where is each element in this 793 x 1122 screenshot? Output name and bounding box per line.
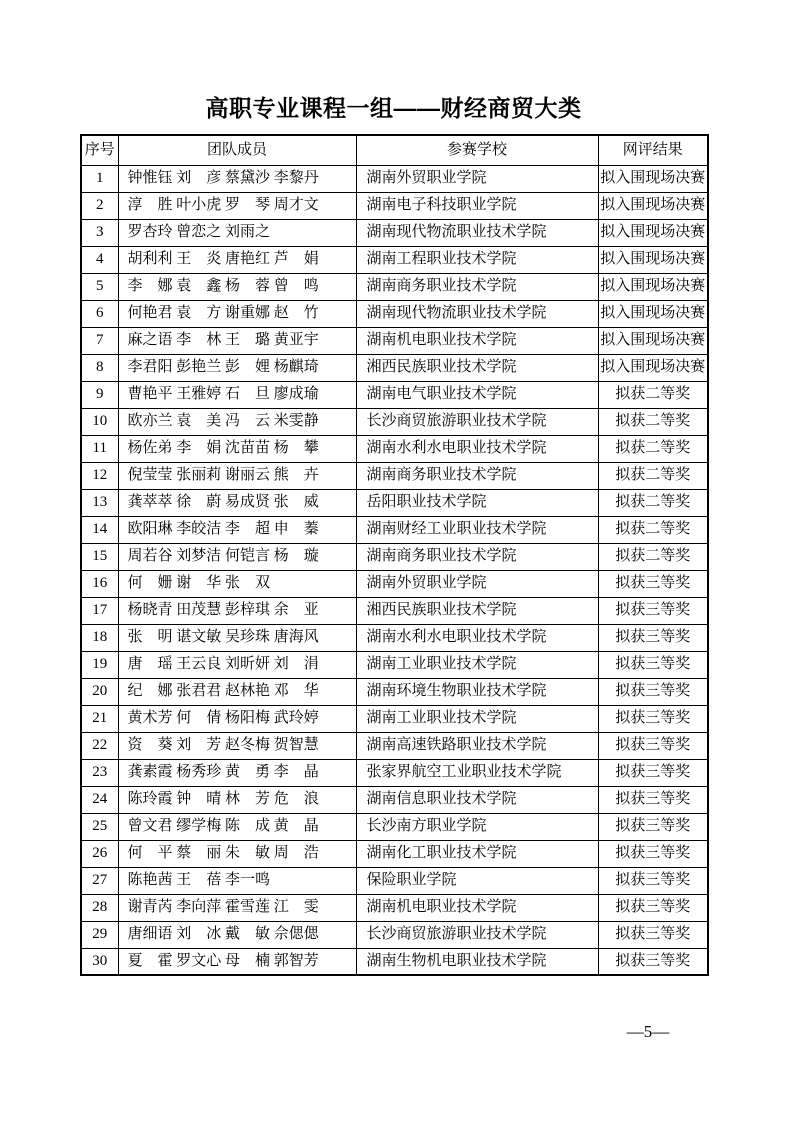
cell-no: 5 <box>81 273 118 300</box>
cell-no: 16 <box>81 570 118 597</box>
cell-result: 拟入围现场决赛 <box>598 273 708 300</box>
cell-no: 21 <box>81 705 118 732</box>
table-row <box>81 813 708 840</box>
cell-members: 夏 霍 罗文心 母 楠 郭智芳 <box>118 948 356 975</box>
cell-school: 湖南水利水电职业技术学院 <box>356 624 598 651</box>
cell-school: 湖南机电职业技术学院 <box>356 894 598 921</box>
cell-no: 18 <box>81 624 118 651</box>
header-members: 团队成员 <box>118 135 356 165</box>
cell-members: 杨晓青 田茂慧 彭梓琪 余 亚 <box>118 597 356 624</box>
cell-members: 钟惟钰 刘 彦 蔡黛沙 李黎丹 <box>118 165 356 192</box>
cell-no: 11 <box>81 435 118 462</box>
cell-members: 李 娜 袁 鑫 杨 蓉 曾 鸣 <box>118 273 356 300</box>
cell-result: 拟入围现场决赛 <box>598 192 708 219</box>
cell-school: 张家界航空工业职业技术学院 <box>356 759 598 786</box>
cell-no: 4 <box>81 246 118 273</box>
cell-no: 29 <box>81 921 118 948</box>
cell-school: 湖南电气职业技术学院 <box>356 381 598 408</box>
table-row <box>81 732 708 759</box>
cell-school: 湖南财经工业职业技术学院 <box>356 516 598 543</box>
cell-members: 李君阳 彭艳兰 彭 娌 杨麒琦 <box>118 354 356 381</box>
cell-members: 淳 胜 叶小虎 罗 琴 周才文 <box>118 192 356 219</box>
cell-members: 胡利利 王 炎 唐艳红 芦 娟 <box>118 246 356 273</box>
cell-result: 拟获三等奖 <box>598 921 708 948</box>
cell-members: 倪莹莹 张丽莉 谢丽云 熊 卉 <box>118 462 356 489</box>
table-row <box>81 597 708 624</box>
cell-result: 拟获三等奖 <box>598 732 708 759</box>
cell-school: 湖南生物机电职业技术学院 <box>356 948 598 975</box>
cell-school: 湖南外贸职业学院 <box>356 165 598 192</box>
cell-result: 拟获三等奖 <box>598 813 708 840</box>
cell-result: 拟获三等奖 <box>598 678 708 705</box>
cell-result: 拟获三等奖 <box>598 894 708 921</box>
cell-result: 拟获三等奖 <box>598 570 708 597</box>
cell-result: 拟获三等奖 <box>598 867 708 894</box>
cell-school: 湖南商务职业技术学院 <box>356 273 598 300</box>
cell-members: 陈玲霞 钟 晴 林 芳 危 浪 <box>118 786 356 813</box>
cell-school: 湖南现代物流职业技术学院 <box>356 219 598 246</box>
cell-no: 13 <box>81 489 118 516</box>
cell-no: 24 <box>81 786 118 813</box>
table-row <box>81 840 708 867</box>
table-row <box>81 948 708 975</box>
cell-school: 湖南电子科技职业学院 <box>356 192 598 219</box>
cell-no: 26 <box>81 840 118 867</box>
cell-members: 谢青芮 李向萍 霍雪莲 江 雯 <box>118 894 356 921</box>
cell-result: 拟获三等奖 <box>598 840 708 867</box>
cell-no: 17 <box>81 597 118 624</box>
cell-result: 拟入围现场决赛 <box>598 165 708 192</box>
cell-members: 罗杏玲 曾恋之 刘雨之 <box>118 219 356 246</box>
table-row <box>81 354 708 381</box>
table-row <box>81 489 708 516</box>
cell-school: 湖南商务职业技术学院 <box>356 462 598 489</box>
cell-members: 唐 瑶 王云良 刘昕妍 刘 涓 <box>118 651 356 678</box>
cell-no: 28 <box>81 894 118 921</box>
cell-no: 30 <box>81 948 118 975</box>
cell-result: 拟入围现场决赛 <box>598 354 708 381</box>
table-row <box>81 381 708 408</box>
cell-no: 3 <box>81 219 118 246</box>
cell-members: 欧阳琳 李皎洁 李 超 申 蓁 <box>118 516 356 543</box>
page-number: —5— <box>626 1022 670 1041</box>
cell-no: 1 <box>81 165 118 192</box>
cell-no: 7 <box>81 327 118 354</box>
cell-school: 湘西民族职业技术学院 <box>356 354 598 381</box>
header-row <box>81 135 708 165</box>
cell-result: 拟入围现场决赛 <box>598 246 708 273</box>
cell-no: 8 <box>81 354 118 381</box>
cell-result: 拟获二等奖 <box>598 435 708 462</box>
cell-members: 唐细语 刘 冰 戴 敏 佘偲偲 <box>118 921 356 948</box>
cell-no: 2 <box>81 192 118 219</box>
table-row <box>81 516 708 543</box>
cell-result: 拟入围现场决赛 <box>598 219 708 246</box>
cell-school: 湖南水利水电职业技术学院 <box>356 435 598 462</box>
cell-no: 25 <box>81 813 118 840</box>
cell-members: 曾文君 缪学梅 陈 成 黄 晶 <box>118 813 356 840</box>
page-title: 高职专业课程一组——财经商贸大类 <box>205 95 582 121</box>
cell-school: 湖南工业职业技术学院 <box>356 705 598 732</box>
table-row <box>81 651 708 678</box>
table-row <box>81 192 708 219</box>
cell-school: 湖南现代物流职业技术学院 <box>356 300 598 327</box>
cell-result: 拟获三等奖 <box>598 759 708 786</box>
table-row <box>81 759 708 786</box>
table-row <box>81 435 708 462</box>
cell-no: 22 <box>81 732 118 759</box>
cell-school: 保险职业学院 <box>356 867 598 894</box>
cell-result: 拟获二等奖 <box>598 489 708 516</box>
cell-members: 曹艳平 王雅婷 石 旦 廖成瑜 <box>118 381 356 408</box>
cell-school: 长沙商贸旅游职业技术学院 <box>356 408 598 435</box>
table-row <box>81 543 708 570</box>
cell-result: 拟获二等奖 <box>598 381 708 408</box>
table-row <box>81 462 708 489</box>
table-row <box>81 246 708 273</box>
cell-members: 陈艳茜 王 蓓 李一鸣 <box>118 867 356 894</box>
table-row <box>81 273 708 300</box>
cell-members: 资 葵 刘 芳 赵冬梅 贺智慧 <box>118 732 356 759</box>
cell-no: 20 <box>81 678 118 705</box>
cell-result: 拟获三等奖 <box>598 948 708 975</box>
cell-school: 湖南化工职业技术学院 <box>356 840 598 867</box>
cell-result: 拟获二等奖 <box>598 462 708 489</box>
cell-result: 拟获三等奖 <box>598 786 708 813</box>
cell-result: 拟获二等奖 <box>598 408 708 435</box>
cell-no: 12 <box>81 462 118 489</box>
cell-school: 湖南高速铁路职业技术学院 <box>356 732 598 759</box>
cell-members: 欧亦兰 袁 美 冯 云 米雯静 <box>118 408 356 435</box>
cell-school: 湖南工程职业技术学院 <box>356 246 598 273</box>
table-row <box>81 867 708 894</box>
cell-school: 湖南工业职业技术学院 <box>356 651 598 678</box>
cell-members: 龚萃萃 徐 蔚 易成贤 张 威 <box>118 489 356 516</box>
cell-no: 19 <box>81 651 118 678</box>
table-row <box>81 570 708 597</box>
cell-result: 拟获三等奖 <box>598 624 708 651</box>
cell-members: 黄术芳 何 倩 杨阳梅 武玲婷 <box>118 705 356 732</box>
cell-school: 湖南外贸职业学院 <box>356 570 598 597</box>
cell-no: 9 <box>81 381 118 408</box>
cell-school: 湖南环境生物职业技术学院 <box>356 678 598 705</box>
cell-no: 15 <box>81 543 118 570</box>
table-row <box>81 678 708 705</box>
cell-members: 何 姗 谢 华 张 双 <box>118 570 356 597</box>
cell-members: 龚素霞 杨秀珍 黄 勇 李 晶 <box>118 759 356 786</box>
cell-no: 6 <box>81 300 118 327</box>
cell-school: 湖南机电职业技术学院 <box>356 327 598 354</box>
cell-result: 拟获二等奖 <box>598 516 708 543</box>
cell-result: 拟入围现场决赛 <box>598 327 708 354</box>
cell-members: 周若谷 刘梦洁 何铠言 杨 璇 <box>118 543 356 570</box>
cell-result: 拟获三等奖 <box>598 651 708 678</box>
table-row <box>81 327 708 354</box>
cell-no: 10 <box>81 408 118 435</box>
cell-members: 何 平 蔡 丽 朱 敏 周 浩 <box>118 840 356 867</box>
table-row <box>81 624 708 651</box>
header-no: 序号 <box>81 135 118 165</box>
cell-school: 湖南商务职业技术学院 <box>356 543 598 570</box>
table-row <box>81 786 708 813</box>
cell-no: 27 <box>81 867 118 894</box>
table-row <box>81 894 708 921</box>
cell-members: 何艳君 袁 方 谢重娜 赵 竹 <box>118 300 356 327</box>
header-result: 网评结果 <box>598 135 708 165</box>
cell-result: 拟获二等奖 <box>598 543 708 570</box>
header-school: 参赛学校 <box>356 135 598 165</box>
table-row <box>81 219 708 246</box>
cell-school: 长沙商贸旅游职业技术学院 <box>356 921 598 948</box>
cell-school: 长沙南方职业学院 <box>356 813 598 840</box>
table-row <box>81 408 708 435</box>
cell-school: 湘西民族职业技术学院 <box>356 597 598 624</box>
cell-result: 拟获三等奖 <box>598 705 708 732</box>
table-body <box>81 165 708 975</box>
table-header <box>81 135 708 165</box>
table-row <box>81 705 708 732</box>
table-row <box>81 921 708 948</box>
cell-members: 杨佐弟 李 娟 沈苗苗 杨 攀 <box>118 435 356 462</box>
table-row <box>81 300 708 327</box>
cell-school: 湖南信息职业技术学院 <box>356 786 598 813</box>
cell-school: 岳阳职业技术学院 <box>356 489 598 516</box>
cell-members: 纪 娜 张君君 赵林艳 邓 华 <box>118 678 356 705</box>
cell-members: 张 明 谌文敏 吴珍珠 唐海风 <box>118 624 356 651</box>
cell-result: 拟获三等奖 <box>598 597 708 624</box>
results-table <box>80 134 709 976</box>
cell-result: 拟入围现场决赛 <box>598 300 708 327</box>
cell-no: 14 <box>81 516 118 543</box>
cell-no: 23 <box>81 759 118 786</box>
cell-members: 麻之语 李 林 王 璐 黄亚宇 <box>118 327 356 354</box>
table-row <box>81 165 708 192</box>
